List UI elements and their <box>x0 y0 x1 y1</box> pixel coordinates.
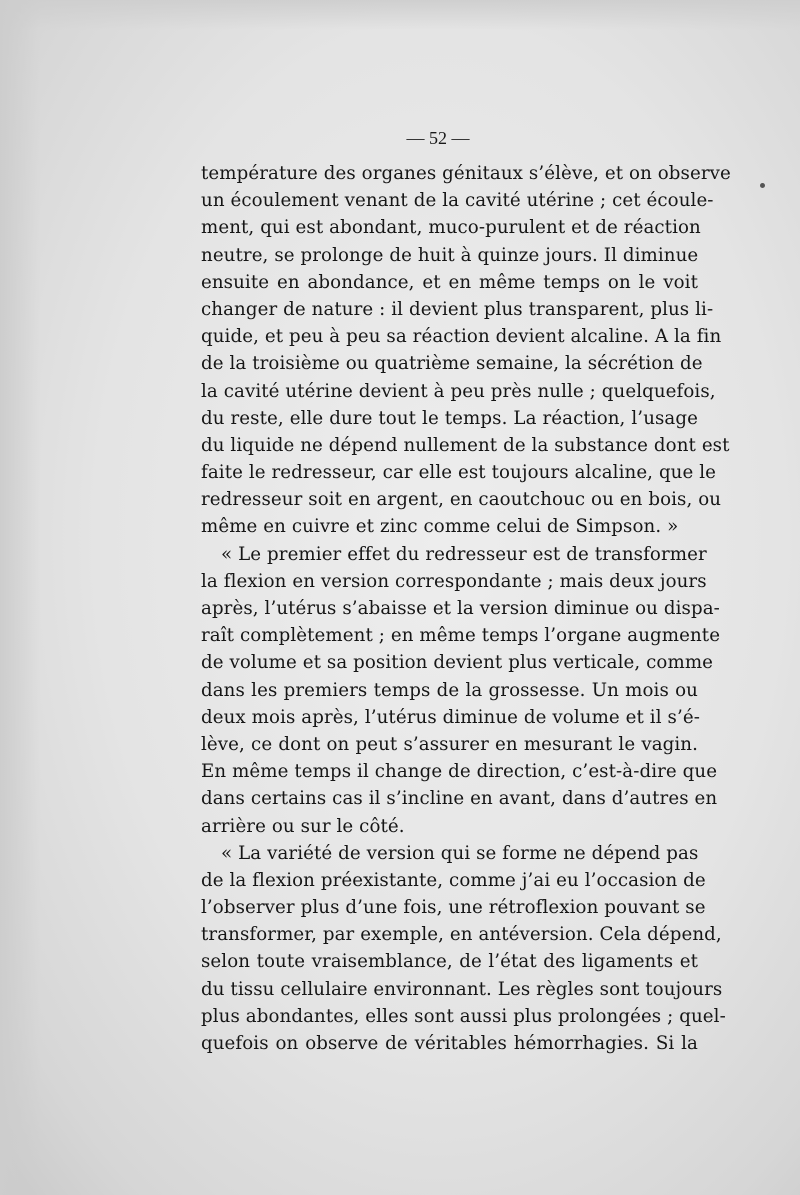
text-line: transformer, par exemple, en antéversion. Cela dépend, <box>201 924 722 946</box>
text-line: la flexion en version correspondante ; mais deux jours <box>201 570 707 592</box>
text-line: quide, et peu à peu sa réaction devient alcaline. A la fin <box>201 326 722 348</box>
text-line: plus abondantes, elles sont aussi plus prolongées ; quel- <box>201 1005 726 1027</box>
text-line: après, l’utérus s’abaisse et la version diminue ou dispa- <box>201 598 720 619</box>
text-line: raît complètement ; en même temps l’organe augmente <box>201 625 721 647</box>
text-line: de la flexion préexistante, comme j’ai eu l’occasion de <box>201 869 706 891</box>
body-text <box>201 160 731 1057</box>
text-line: dans les premiers temps de la grossesse. Un mois ou <box>201 679 698 701</box>
text-line: neutre, se prolonge de huit à quinze jours. Il diminue <box>201 244 699 266</box>
text-line: du reste, elle dure tout le temps. La réaction, l’usage <box>201 407 698 429</box>
text-line: faite le redresseur, car elle est toujours alcaline, que le <box>201 462 717 484</box>
text-line: même en cuivre et zinc comme celui de Simpson. » <box>201 516 679 538</box>
page-edge-shadow-top <box>0 0 800 30</box>
text-line: température des organes génitaux s’élève, et on observe <box>201 163 731 184</box>
text-line: lève, ce dont on peut s’assurer en mesurant le vagin. <box>201 733 698 755</box>
page-number: — 52 — <box>406 128 470 148</box>
text-line: de la troisième ou quatrième semaine, la sécrétion de <box>201 353 703 375</box>
text-line: ensuite en abondance, et en même temps on le voit <box>201 271 698 293</box>
page-edge-shadow-left <box>0 0 40 1195</box>
text-line: redresseur soit en argent, en caoutchouc ou en bois, ou <box>201 489 722 511</box>
text-line: quefois on observe de véritables hémorrhagies. Si la <box>201 1033 698 1054</box>
text-line: En même temps il change de direction, c’est-à-dire que <box>201 761 718 783</box>
text-line: deux mois après, l’utérus diminue de volume et il s’é- <box>201 706 700 728</box>
text-line: de volume et sa position devient plus verticale, comme <box>201 652 714 674</box>
text-line: dans certains cas il s’incline en avant, dans d’autres en <box>201 788 718 810</box>
text-line: l’observer plus d’une fois, une rétroflexion pouvant se <box>201 897 706 919</box>
text-line: du liquide ne dépend nullement de la substance dont est <box>201 434 730 456</box>
text-line: la cavité utérine devient à peu près nulle ; quelquefois, <box>201 380 716 402</box>
text-line: « La variété de version qui se forme ne dépend pas <box>221 842 699 864</box>
text-line: « Le premier effet du redresseur est de transformer <box>221 543 707 565</box>
text-line: selon toute vraisemblance, de l’état des ligaments et <box>201 951 698 973</box>
text-line: arrière ou sur le côté. <box>201 815 405 837</box>
text-line: du tissu cellulaire environnant. Les règles sont toujours <box>201 978 723 1000</box>
text-line: changer de nature : il devient plus transparent, plus li- <box>201 298 714 320</box>
ink-spot <box>760 183 765 188</box>
text-line: ment, qui est abondant, muco-purulent et de réaction <box>201 217 701 239</box>
text-line: un écoulement venant de la cavité utérine ; cet écoule- <box>201 190 714 212</box>
